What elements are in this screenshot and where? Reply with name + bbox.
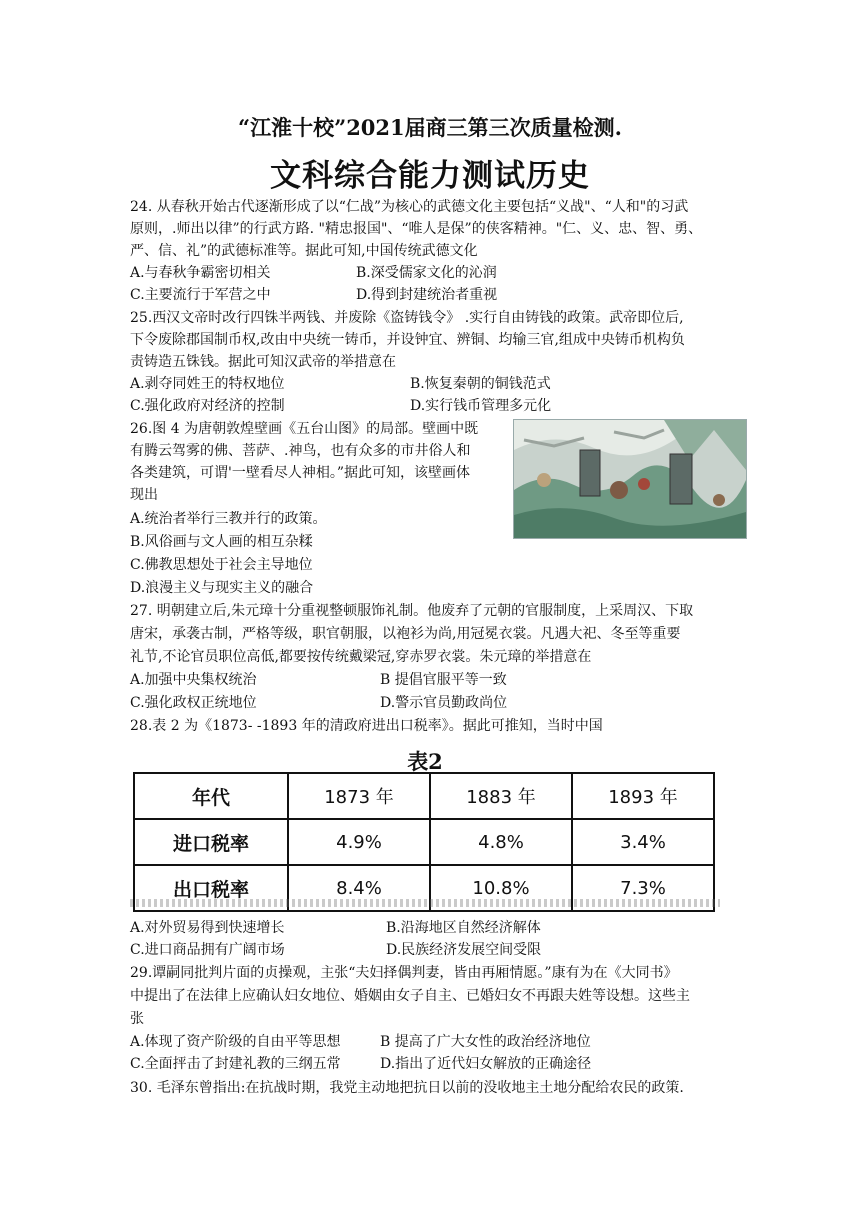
table-cell: 8.4% bbox=[288, 865, 430, 911]
q27-option-c: C.强化政权正统地位 bbox=[130, 695, 257, 711]
q30-line-1: 30. 毛泽东曾指出:在抗战时期，我党主动地把抗日以前的没收地主土地分配给农民的政策. bbox=[130, 1080, 684, 1096]
table-cell: 7.3% bbox=[572, 865, 714, 911]
table-cell: 3.4% bbox=[572, 819, 714, 865]
q27-line-3: 礼节,不论官员职位高低,都要按传统戴梁冠,穿赤罗衣裳。朱元璋的举措意在 bbox=[130, 649, 592, 665]
q24-line-2: 原则，.师出以律”的行武方路. "精忠报国"、“唯人是保”的侠客精神。"仁、义、忠、智、勇、 bbox=[130, 221, 703, 237]
q28-line-1: 28.表 2 为《1873- -1893 年的清政府进出口税率》。据此可推知，当时中国 bbox=[130, 718, 603, 734]
q28-option-b: B.沿海地区自然经济解体 bbox=[386, 920, 541, 936]
q24-line-3: 严、信、礼”的武德标准等。据此可知,中国传统武德文化 bbox=[130, 243, 478, 259]
q27-options-row-2 bbox=[130, 692, 508, 714]
table-header-cell: 年代 bbox=[134, 773, 288, 819]
q25-options-row-2 bbox=[130, 395, 552, 417]
table-cell: 进口税率 bbox=[134, 819, 288, 865]
table-cell: 出口税率 bbox=[134, 865, 288, 911]
q25-option-a: A.剥夺同姓王的特权地位 bbox=[130, 376, 285, 392]
scan-artifact bbox=[130, 899, 720, 907]
q27-options-row-1 bbox=[130, 669, 507, 691]
q26-line-4: 现出 bbox=[130, 487, 158, 503]
table-header-cell: 1893 年 bbox=[572, 773, 714, 819]
q29-option-c: C.全面抨击了封建礼教的三纲五常 bbox=[130, 1056, 341, 1072]
q29-option-a: A.体现了资产阶级的自由平等思想 bbox=[130, 1034, 341, 1050]
q26-option-b: B.风俗画与文人画的相互杂糅 bbox=[130, 534, 313, 550]
q26-line-2: 有腾云驾雾的佛、菩萨、.神鸟，也有众多的市井俗人和 bbox=[130, 443, 471, 459]
q26-line-1: 26.图 4 为唐朝敦煌壁画《五台山图》的局部。壁画中既 bbox=[130, 421, 479, 437]
q24-option-c: C.主要流行于军营之中 bbox=[130, 287, 271, 303]
q28-options-row-2 bbox=[130, 939, 542, 961]
q24-option-d: D.得到封建统治者重视 bbox=[356, 287, 498, 303]
q29-option-d: D.指出了近代妇女解放的正确途径 bbox=[380, 1056, 592, 1072]
q29-option-b: B 提高了广大女性的政治经济地位 bbox=[380, 1034, 591, 1050]
q24-line-1: 24. 从春秋开始古代逐渐形成了以“仁战”为核心的武德文化主要包括“义战"、“人和"的习武 bbox=[130, 199, 689, 215]
q25-line-2: 下令废除郡国制币权,改由中央统一铸币，并设钟宜、辨铜、均输三官,组成中央铸币机构负 bbox=[130, 332, 685, 348]
q25-option-d: D.实行钱币管理多元化 bbox=[410, 398, 552, 414]
q28-option-c: C.进口商品拥有广阔市场 bbox=[130, 942, 285, 958]
mural-painting bbox=[514, 420, 746, 538]
table-caption: 表2 bbox=[407, 749, 443, 774]
table-cell: 4.9% bbox=[288, 819, 430, 865]
q25-options-row-1 bbox=[130, 373, 551, 395]
exam-subject-title: 文科综合能力测试历史 bbox=[270, 158, 590, 194]
q26-option-c: C.佛教思想处于社会主导地位 bbox=[130, 557, 313, 573]
dunhuang-mural-image bbox=[513, 419, 747, 539]
q27-option-a: A.加强中央集权统治 bbox=[130, 672, 257, 688]
exam-header-title: “江淮十校”2021届商三第三次质量检测. bbox=[238, 115, 622, 140]
q26-line-3: 各类建筑，可谓'一壁看尽人神相。”据此可知，该壁画体 bbox=[130, 465, 471, 481]
q28-option-a: A.对外贸易得到快速增长 bbox=[130, 920, 285, 936]
q24-option-a: A.与春秋争霸密切相关 bbox=[130, 265, 271, 281]
table-header-cell: 1883 年 bbox=[430, 773, 572, 819]
q29-options-row-1 bbox=[130, 1031, 591, 1053]
q24-options-row-1 bbox=[130, 262, 497, 284]
q28-option-d: D.民族经济发展空间受限 bbox=[386, 942, 542, 958]
q25-line-1: 25.西汉文帝时改行四铢半两钱、并废除《盗铸钱令》 .实行自由铸钱的政策。武帝即位后, bbox=[130, 310, 684, 326]
q27-line-2: 唐宋，承袭古制，严格等级，职官朝服，以袍衫为尚,用冠冕衣裳。凡遇大祀、冬至等重要 bbox=[130, 626, 681, 642]
q27-option-d: D.警示官员勤政尚位 bbox=[380, 695, 508, 711]
q29-line-1: 29.谭嗣同批判片面的贞操观，主张“夫妇择偶判妻，皆由再厢情愿。”康有为在《大同书》 bbox=[130, 965, 678, 981]
table-header-cell: 1873 年 bbox=[288, 773, 430, 819]
q26-option-a: A.统治者举行三教并行的政策。 bbox=[130, 511, 327, 527]
q25-line-3: 责铸造五铢钱。据此可知汉武帝的举措意在 bbox=[130, 354, 396, 370]
q24-option-b: B.深受儒家文化的沁润 bbox=[356, 265, 497, 281]
q25-option-b: B.恢复秦朝的铜钱范式 bbox=[410, 376, 551, 392]
q25-option-c: C.强化政府对经济的控制 bbox=[130, 398, 285, 414]
table-cell: 10.8% bbox=[430, 865, 572, 911]
table-cell: 4.8% bbox=[430, 819, 572, 865]
q27-line-1: 27. 明朝建立后,朱元璋十分重视整顿服饰礼制。他废弃了元朝的官服制度，上采周汉、下取 bbox=[130, 603, 694, 619]
q24-options-row-2 bbox=[130, 284, 498, 306]
q29-options-row-2 bbox=[130, 1053, 592, 1075]
table-row bbox=[134, 819, 714, 865]
q29-line-3: 张 bbox=[130, 1011, 144, 1027]
table-header-row bbox=[134, 773, 714, 819]
q29-line-2: 中提出了在法律上应确认妇女地位、婚姻由女子自主、已婚妇女不再跟夫姓等设想。这些主 bbox=[130, 988, 690, 1004]
tax-rate-table bbox=[133, 772, 715, 912]
q28-options-row-1 bbox=[130, 917, 541, 939]
q27-option-b: B 提倡官服平等一致 bbox=[380, 672, 507, 688]
q26-option-d: D.浪漫主义与现实主义的融合 bbox=[130, 580, 314, 596]
